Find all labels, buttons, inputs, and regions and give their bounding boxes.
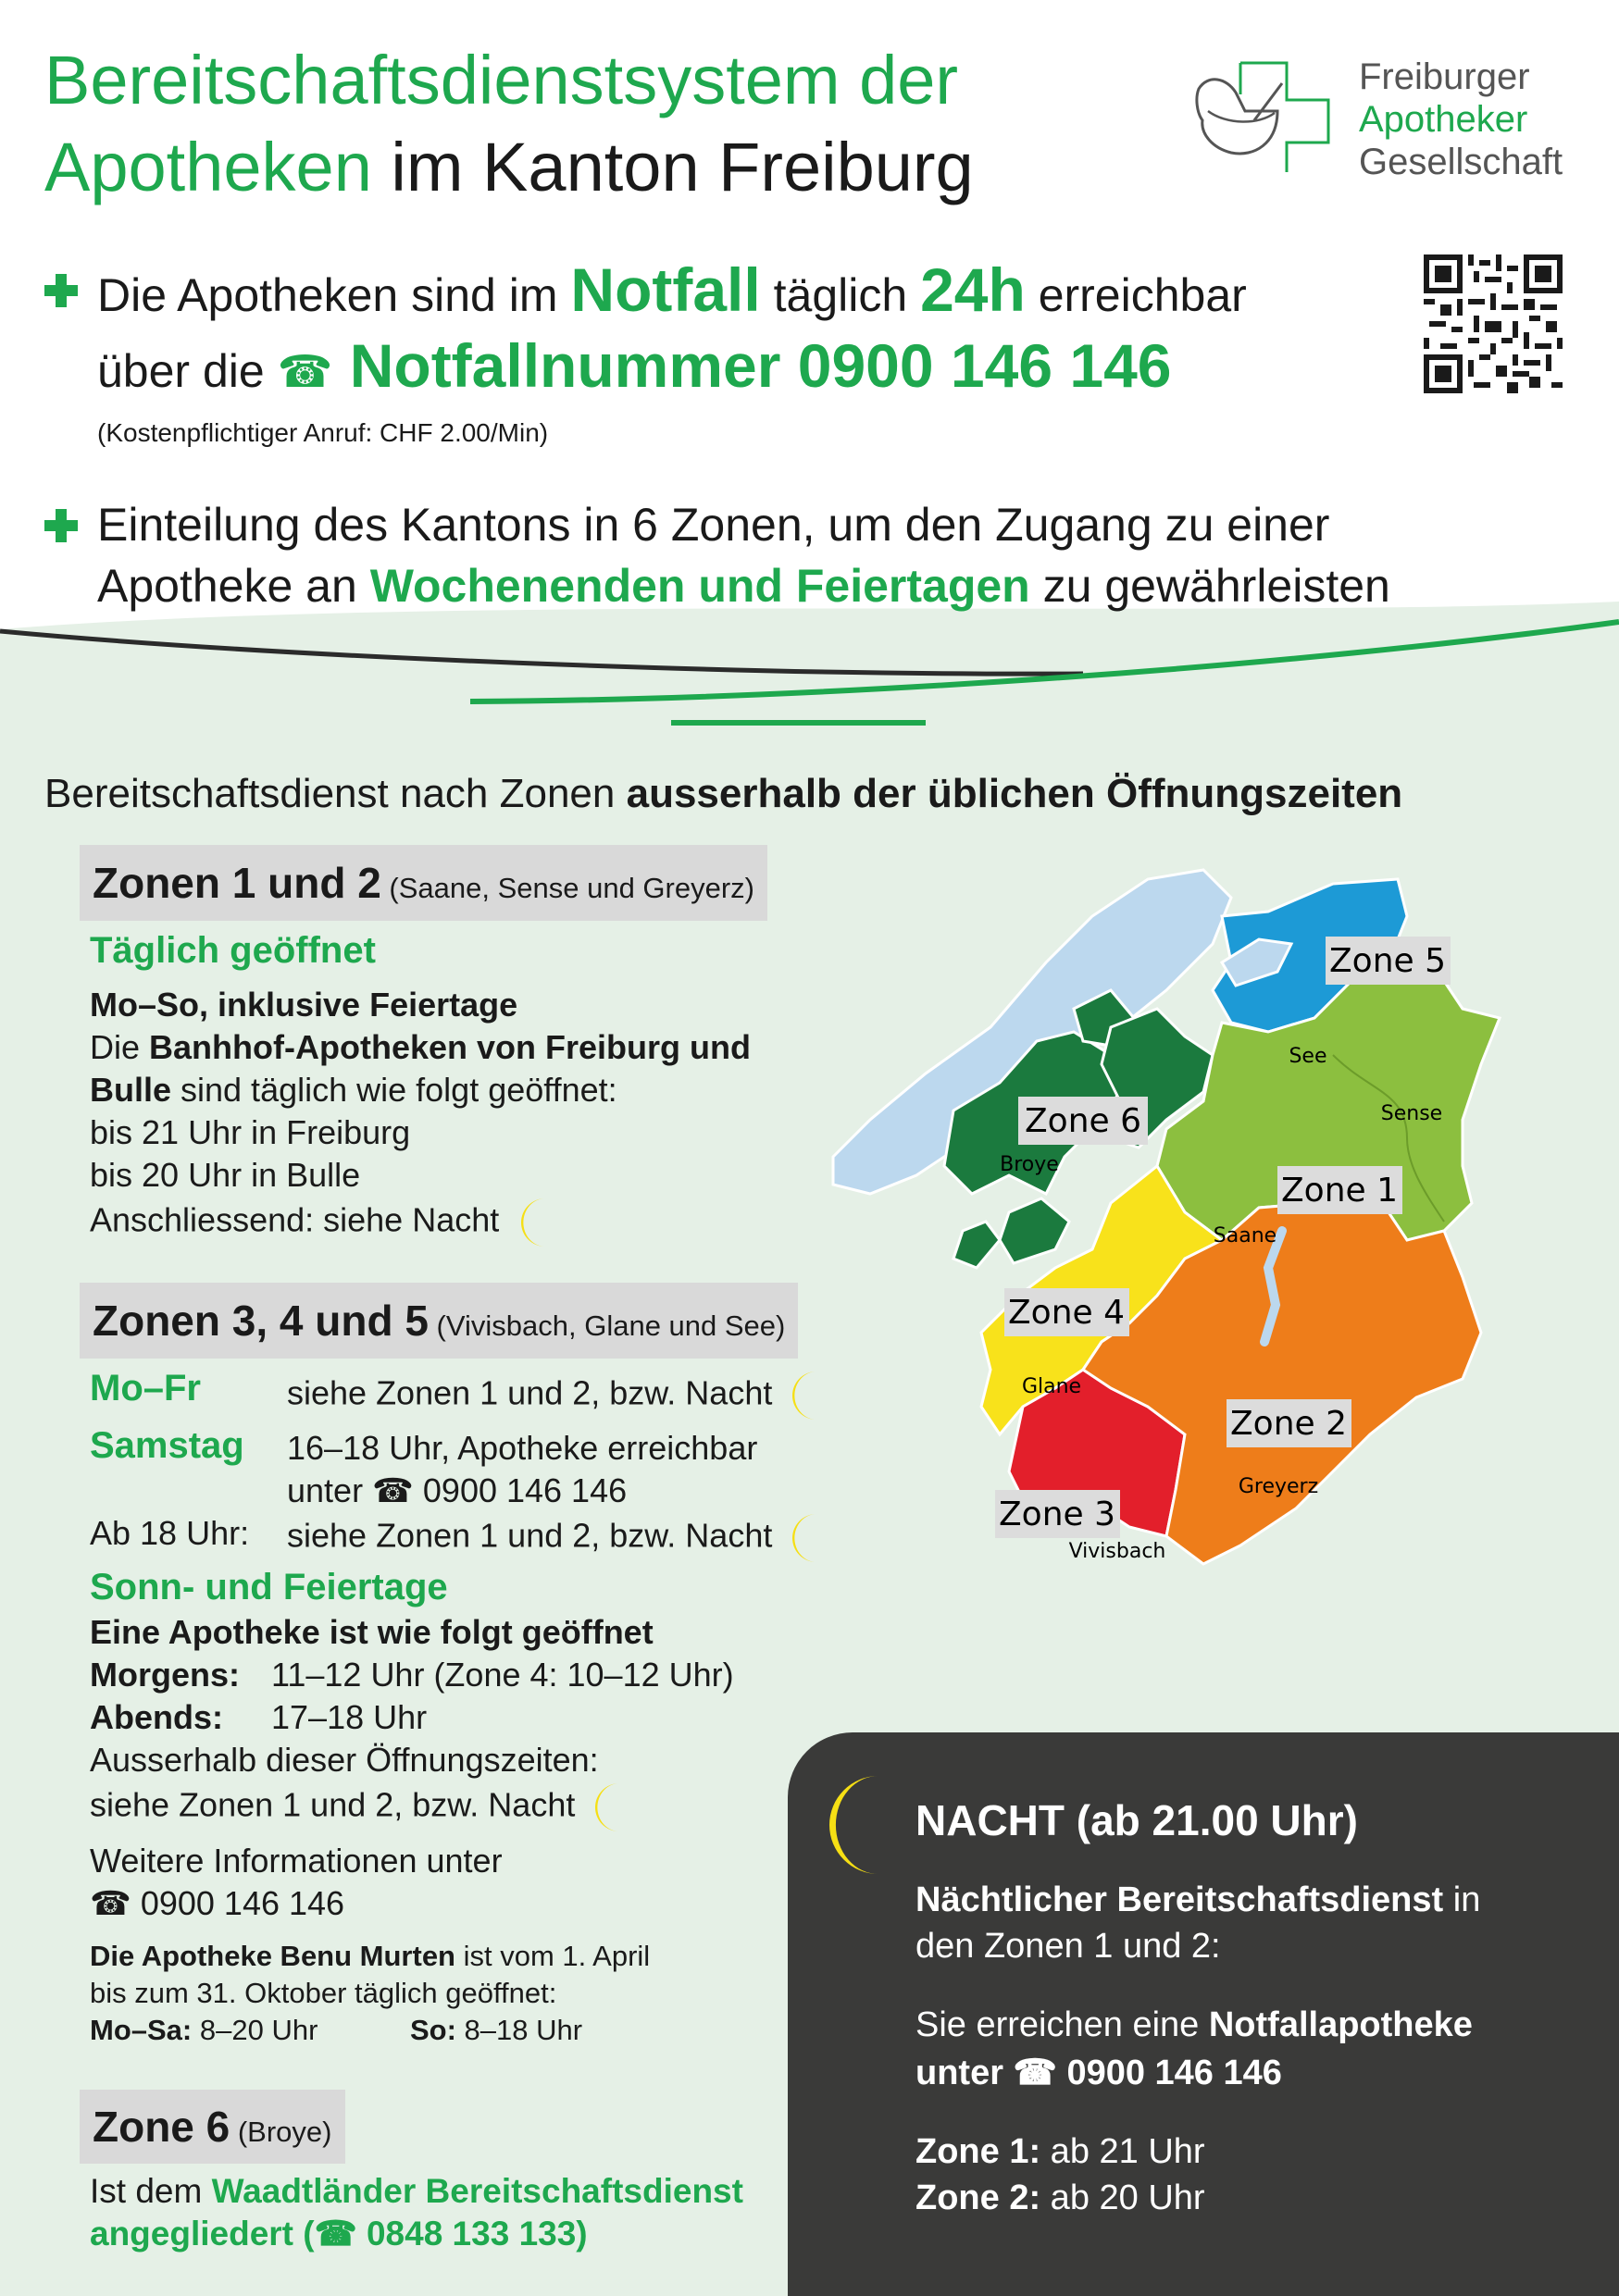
saturday-label: Samstag	[90, 1425, 244, 1466]
more-info1: Weitere Informationen unter	[90, 1842, 503, 1880]
sense-district: Sense	[1380, 1102, 1443, 1125]
emergency-text-a: Die Apotheken sind im	[97, 269, 571, 321]
zone12-subtitle: (Saane, Sense und Greyerz)	[380, 872, 754, 904]
night-p1-rest: in	[1443, 1880, 1481, 1919]
zone4-district: Glane	[1021, 1375, 1082, 1398]
benu-so-text: 8–18 Uhr	[455, 2014, 583, 2046]
benu-sunday	[410, 2012, 582, 2049]
zone12-open-label: Täglich geöffnet	[90, 930, 376, 971]
zone1-district: Saane	[1213, 1224, 1277, 1247]
zone345-subtitle: (Vivisbach, Glane und See)	[428, 1309, 786, 1342]
section-heading	[44, 771, 1402, 817]
benu-so-label: So:	[410, 2014, 456, 2046]
cost-note: (Kostenpflichtiger Anruf: CHF 2.00/Min)	[97, 418, 549, 447]
night-p1-bold: Nächtlicher Bereitschaftsdienst	[915, 1880, 1444, 1919]
night-phone[interactable]: unter ☎ 0900 146 146	[915, 2054, 1282, 2092]
night-p2-line1	[915, 2005, 1473, 2045]
night-zone2-text: ab 20 Uhr	[1040, 2178, 1205, 2217]
night-zone2-label: Zone 2:	[915, 2178, 1041, 2217]
after18-label: Ab 18 Uhr:	[90, 1514, 250, 1552]
zone12-line-e	[90, 1197, 560, 1248]
zone6-line2: angegliedert (☎ 0848 133 133)	[90, 2215, 588, 2253]
night-p1-line2: den Zonen 1 und 2:	[915, 1927, 1221, 1966]
zone6-label: Zone 6	[1025, 1102, 1141, 1140]
zone3-label: Zone 3	[999, 1496, 1115, 1533]
zone6-line1-green: Waadtländer Bereitschaftsdienst	[211, 2172, 743, 2210]
evening-label: Abends:	[90, 1698, 223, 1736]
plus-icon	[44, 509, 78, 542]
zone2-label: Zone 2	[1230, 1405, 1347, 1443]
zone12-line-a	[90, 1026, 751, 1069]
night-zone1-text: ab 21 Uhr	[1040, 2132, 1205, 2171]
zone12-line-b-bold: Bulle	[90, 1071, 172, 1109]
evening-text: 17–18 Uhr	[271, 1698, 428, 1736]
zone1-label: Zone 1	[1281, 1172, 1398, 1210]
zone4-label: Zone 4	[1008, 1294, 1125, 1332]
emergency-line2-prefix: über die	[97, 345, 278, 397]
zone5-label: Zone 5	[1329, 942, 1446, 980]
zone6-district: Broye	[1000, 1153, 1059, 1176]
logo-line3: Gesellschaft	[1359, 142, 1563, 182]
logo-text	[1359, 56, 1563, 183]
more-info-phone[interactable]: ☎ 0900 146 146	[90, 1884, 345, 1922]
night-service-box	[788, 1732, 1619, 2296]
mofr-label: Mo–Fr	[90, 1368, 201, 1409]
benu-rest: ist vom 1. April	[455, 1940, 651, 1972]
zone6-header	[80, 2090, 345, 2164]
night-zone1	[915, 2132, 1205, 2172]
sunday-open: Eine Apotheke ist wie folgt geöffnet	[90, 1613, 654, 1651]
zone12-line-b	[90, 1069, 617, 1111]
zone6-line1	[90, 2170, 743, 2213]
after18-text-value: siehe Zonen 1 und 2, bzw. Nacht	[287, 1516, 773, 1555]
benu-mosa-label: Mo–Sa:	[90, 2014, 193, 2046]
canton-zone-map	[815, 861, 1537, 1675]
night-p2-pre: Sie erreichen eine	[915, 2005, 1209, 2044]
zone6-exclave3	[953, 1222, 1000, 1268]
emergency-line2	[97, 331, 1172, 401]
emergency-hours: 24h	[920, 255, 1026, 324]
zone12-days: Mo–So, inklusive Feiertage	[90, 986, 518, 1024]
section-heading-normal: Bereitschaftsdienst nach Zonen	[44, 771, 627, 816]
title-line2-green: Apotheken	[44, 129, 372, 205]
logo-line1: Freiburger	[1359, 56, 1530, 97]
benu-line2: bis zum 31. Oktober täglich geöffnet:	[90, 1977, 557, 2009]
benu-mosa-text: 8–20 Uhr	[192, 2014, 318, 2046]
zone5-district: See	[1289, 1045, 1327, 1068]
saturday-text1: 16–18 Uhr, Apotheke erreichbar	[287, 1429, 758, 1467]
zone12-line-a-bold: Banhhof-Apotheken von Freiburg und	[149, 1028, 751, 1066]
plus-icon	[44, 274, 78, 307]
outside-hours1: Ausserhalb dieser Öffnungszeiten:	[90, 1741, 599, 1779]
mofr-text	[287, 1370, 831, 1421]
night-p2-bold: Notfallapotheke	[1208, 2005, 1473, 2044]
saturday-text2: unter ☎ 0900 146 146	[287, 1471, 628, 1509]
zone6-line1-pre: Ist dem	[90, 2172, 212, 2210]
benu-name: Die Apotheke Benu Murten	[90, 1940, 455, 1972]
pharmacy-mortar-icon	[1189, 56, 1351, 176]
after18-text	[287, 1512, 831, 1564]
title-line1: Bereitschaftsdienstsystem der	[44, 42, 959, 118]
benu-line1	[90, 1938, 650, 1975]
moon-icon	[517, 1197, 560, 1248]
zones-line2	[97, 558, 1390, 614]
zones-line1: Einteilung des Kantons in 6 Zonen, um den Zugang zu einer	[97, 499, 1330, 551]
emergency-text-c: erreichbar	[1025, 269, 1247, 321]
zone345-header	[80, 1283, 798, 1359]
zone12-header	[80, 845, 767, 921]
emergency-word: Notfall	[570, 255, 761, 324]
decorative-swoosh	[0, 611, 1619, 740]
zone6-exclave4	[1000, 1198, 1069, 1263]
association-logo	[1189, 56, 1578, 194]
phone-icon: ☎	[277, 348, 333, 397]
night-zone2	[915, 2178, 1205, 2218]
zone12-title: Zonen 1 und 2	[93, 859, 381, 907]
moon-icon	[592, 1781, 634, 1833]
zone2-district: Greyerz	[1238, 1475, 1319, 1498]
weekend-holidays: Wochenenden und Feiertagen	[369, 560, 1030, 612]
night-zone1-label: Zone 1:	[915, 2132, 1041, 2171]
night-title: NACHT (ab 21.00 Uhr)	[915, 1796, 1358, 1844]
qr-code[interactable]	[1424, 254, 1563, 393]
morning-label: Morgens:	[90, 1656, 240, 1694]
logo-line2: Apotheker	[1359, 99, 1528, 140]
title-line2-rest: im Kanton Freiburg	[371, 129, 974, 205]
night-p1-line1	[915, 1880, 1480, 1920]
zone345-title: Zonen 3, 4 und 5	[93, 1297, 429, 1345]
outside-hours2-text: siehe Zonen 1 und 2, bzw. Nacht	[90, 1785, 576, 1824]
benu-line3	[90, 2012, 318, 2049]
zones-line2-prefix: Apotheke an	[97, 560, 370, 612]
zone12-line-b-rest: sind täglich wie folgt geöffnet:	[171, 1071, 617, 1109]
emergency-number[interactable]: Notfallnummer 0900 146 146	[332, 331, 1172, 400]
zone12-line-e-text: Anschliessend: siehe Nacht	[90, 1200, 500, 1239]
emergency-text-b: täglich	[760, 269, 921, 321]
section-heading-bold: ausserhalb der üblichen Öffnungszeiten	[626, 771, 1403, 816]
moon-icon	[823, 1774, 904, 1876]
zone6-title: Zone 6	[93, 2103, 230, 2151]
zones-line2-suffix: zu gewährleisten	[1029, 560, 1390, 612]
sunday-label: Sonn- und Feiertage	[90, 1567, 448, 1607]
zone6-subtitle: (Broye)	[230, 2116, 332, 2148]
outside-hours2	[90, 1781, 634, 1833]
page-title	[44, 37, 974, 211]
zone3-district: Vivisbach	[1068, 1540, 1166, 1563]
zone12-line-a-pre: Die	[90, 1028, 150, 1066]
morning-text: 11–12 Uhr (Zone 4: 10–12 Uhr)	[271, 1656, 734, 1694]
zone12-line-d: bis 20 Uhr in Bulle	[90, 1156, 361, 1194]
emergency-line1	[97, 255, 1247, 324]
mofr-text-value: siehe Zonen 1 und 2, bzw. Nacht	[287, 1373, 773, 1412]
zone12-line-c: bis 21 Uhr in Freiburg	[90, 1113, 411, 1151]
